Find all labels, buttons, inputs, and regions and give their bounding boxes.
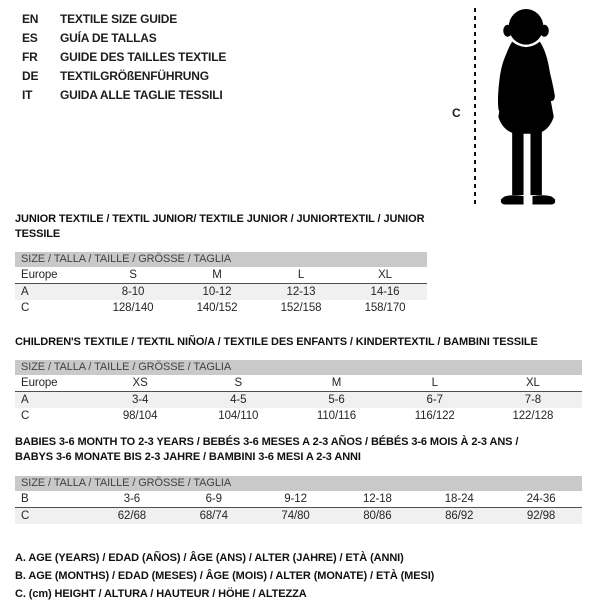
table-cell: 14-16 (370, 286, 400, 298)
size-tables (15, 212, 585, 603)
footnotes (15, 549, 585, 603)
table-cell: 116/122 (414, 410, 455, 422)
table-row (15, 375, 582, 392)
row-label: C (21, 510, 30, 522)
table-cell: 3-6 (123, 493, 141, 505)
language-row (22, 29, 226, 48)
table-row (15, 267, 427, 284)
language-row (22, 48, 226, 67)
table-row (15, 491, 582, 508)
language-code: ES (22, 31, 38, 45)
table-title: BABIES 3-6 MONTH TO 2-3 YEARS / BEBÉS 3-6 MESES A 2-3 AÑOS / BÉBÉS 3-6 MOIS À 2-3 ANS / (15, 436, 519, 448)
footnote-line: C. (cm) HEIGHT / ALTURA / HAUTEUR / HÖHE / ALTEZZA (15, 588, 307, 600)
language-code: FR (22, 50, 38, 64)
size-header-bar: SIZE / TALLA / TAILLE / GRÖSSE / TAGLIA (15, 476, 582, 491)
row-label: A (21, 286, 29, 298)
language-code: DE (22, 69, 39, 83)
table-cell: L (297, 269, 305, 281)
table-rows (15, 491, 582, 524)
table-cell: 80/86 (363, 510, 392, 522)
row-label: C (21, 410, 30, 422)
table-babies-textile (15, 435, 582, 524)
table-title: JUNIOR TEXTILE / TEXTIL JUNIOR/ TEXTILE JUNIOR / JUNIORTEXTIL / JUNIOR TESSILE (15, 213, 425, 240)
table-cell: 98/104 (122, 410, 158, 422)
table-cell: 9-12 (284, 493, 307, 505)
table-row (15, 508, 582, 524)
row-label: B (21, 493, 29, 505)
height-label: C (452, 106, 461, 120)
table-cell: 3-4 (131, 394, 149, 406)
table-rows (15, 375, 582, 424)
table-cell: 104/110 (218, 410, 259, 422)
row-label: A (21, 394, 29, 406)
table-cell: 6-7 (426, 394, 443, 406)
table-cell: 152/158 (280, 302, 322, 314)
height-dashed-line (474, 8, 476, 204)
table-cell: 4-5 (230, 394, 247, 406)
language-label: GUIDE DES TAILLES TEXTILE (60, 50, 227, 64)
table-cell: L (431, 377, 438, 389)
language-row (22, 10, 226, 29)
language-code: EN (22, 12, 39, 26)
table-cell: 8-10 (121, 286, 145, 298)
language-label: TEXTILGRÖßENFÜHRUNG (60, 69, 209, 83)
row-label: C (21, 302, 30, 314)
table-cell: 92/98 (526, 510, 556, 522)
row-label: Europe (21, 377, 58, 389)
table-cell: 86/92 (445, 510, 474, 522)
table-cell: 10-12 (202, 286, 232, 298)
table-cell: 62/68 (117, 510, 147, 522)
table-cell: 12-18 (362, 493, 392, 505)
language-label: GUIDA ALLE TAGLIE TESSILI (60, 88, 223, 102)
language-row (22, 67, 226, 86)
table-cell: 68/74 (199, 510, 228, 522)
table-cell: 122/128 (512, 410, 554, 422)
language-label: TEXTILE SIZE GUIDE (60, 12, 178, 26)
table-cell: 12-13 (286, 286, 316, 298)
table-junior-textile (15, 212, 427, 316)
table-cell: XS (132, 377, 148, 389)
table-cell: S (129, 269, 137, 281)
table-title-block (15, 435, 582, 465)
language-list (22, 10, 226, 105)
baby-silhouette-icon (486, 6, 570, 206)
table-title: CHILDREN'S TEXTILE / TEXTIL NIÑO/A / TEXTILE DES ENFANTS / KINDERTEXTIL / BAMBINI TESSILE (15, 336, 538, 348)
size-header-bar: SIZE / TALLA / TAILLE / GRÖSSE / TAGLIA (15, 252, 427, 267)
table-cell: XL (378, 269, 392, 281)
size-header-bar: SIZE / TALLA / TAILLE / GRÖSSE / TAGLIA (15, 360, 582, 375)
table-cell: 5-6 (328, 394, 345, 406)
table-row (15, 408, 582, 424)
table-cell: XL (525, 377, 540, 389)
table-children-textile (15, 335, 582, 424)
table-cell: 6-9 (205, 493, 222, 505)
table-row (15, 392, 582, 408)
footnote-line: B. AGE (MONTHS) / EDAD (MESES) / ÂGE (MOIS) / ALTER (MONATE) / ETÀ (MESI) (15, 570, 435, 582)
footnote-line: A. AGE (YEARS) / EDAD (AÑOS) / ÂGE (ANS) / ALTER (JAHRE) / ETÀ (ANNI) (15, 552, 404, 564)
language-row (22, 86, 226, 105)
table-row (15, 284, 427, 300)
table-cell: S (234, 377, 243, 389)
table-cell: 74/80 (281, 510, 310, 522)
table-row (15, 300, 427, 316)
table-title-block (15, 335, 582, 350)
table-cell: 128/140 (112, 302, 154, 314)
table-title: BABYS 3-6 MONATE BIS 2-3 JAHRE / BAMBINI 3-6 MESI A 2-3 ANNI (15, 451, 361, 463)
language-label: GUÍA DE TALLAS (60, 31, 157, 45)
height-figure (440, 0, 600, 215)
table-cell: 140/152 (196, 302, 238, 314)
table-cell: M (212, 269, 222, 281)
language-code: IT (22, 88, 33, 102)
table-cell: 24-36 (526, 493, 556, 505)
table-cell: 158/170 (364, 302, 406, 314)
table-cell: M (331, 377, 342, 389)
table-cell: 18-24 (444, 493, 474, 505)
table-cell: 110/116 (316, 410, 357, 422)
row-label: Europe (21, 269, 58, 281)
table-rows (15, 267, 427, 316)
table-cell: 7-8 (524, 394, 542, 406)
table-title-block (15, 212, 427, 242)
